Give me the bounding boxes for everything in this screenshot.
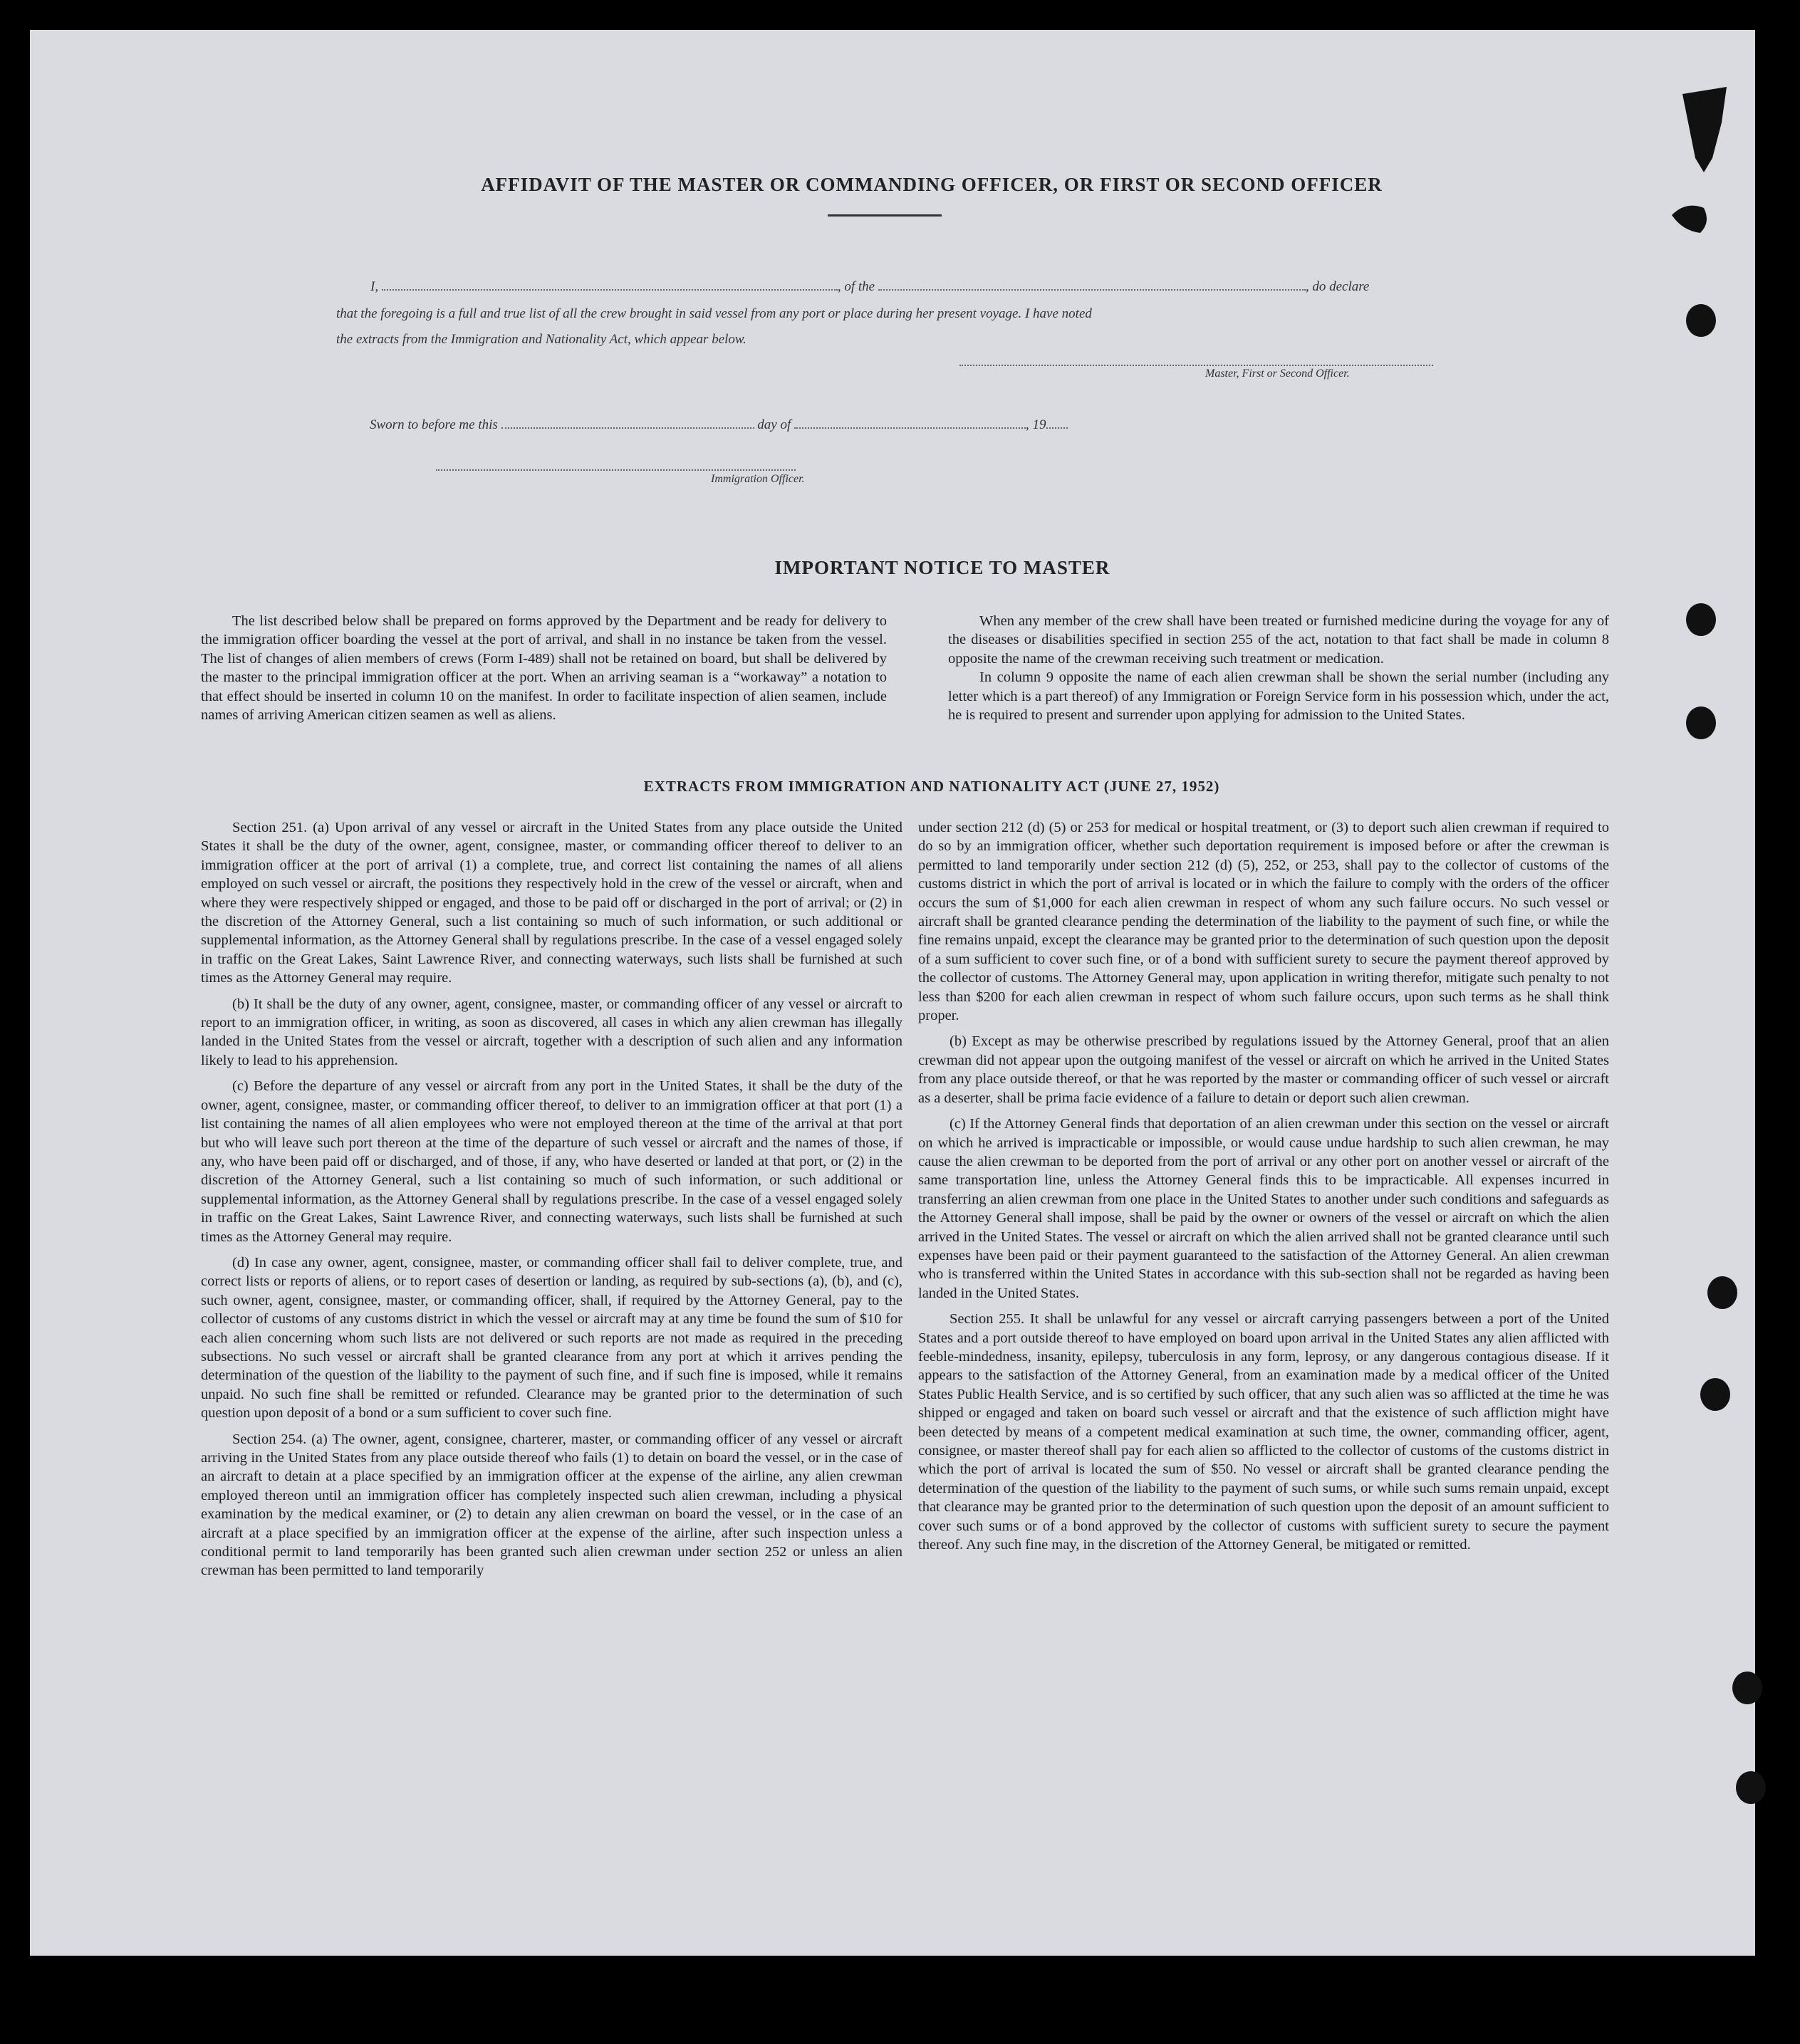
section-254-a-continued: under section 212 (d) (5) or 253 for medical or hospital treatment, or (3) to deport such alien crewman if required to do so by an immigration officer, whether such deportation requirement is imposed before or after the crewman is permitted to land temporarily under section 212 (d) (5), 252, or 253, shall pay to the collector of customs of the customs district in which the port of arrival is located or in which the failure to comply with the orders of the officer occurs the sum of $1,000 for each alien crewman in respect of whom any such failure occurs. No such vessel or aircraft shall be granted clearance pending the determination of the liability to the payment of such fine, or while the fine remains unpaid, except the clearance may be granted prior to the determination of such question upon the deposit of a sum sufficient to cover such fine, or of a bond with sufficient surety to secure the payment thereof approved by the collector of customs. The Attorney General may, upon application in writing therefor, mitigate such penalty to not less than $200 for each alien crewman in respect of whom such failure occurs, upon such terms as he shall think proper. <box>918 820 1609 1024</box>
sworn-label: Sworn to before me this <box>370 417 498 432</box>
i-label: I, <box>370 279 379 294</box>
master-signature-label: Master, First or Second Officer. <box>1205 367 1350 380</box>
punch-hole <box>1686 706 1716 739</box>
do-declare-label: , do declare <box>1305 279 1370 294</box>
section-251-c: (c) Before the departure of any vessel or aircraft from any port in the United States, it shall be the duty of the owner, agent, consignee, master, or commanding officer thereof, to deliver to an immigration officer at that port (1) a list containing the names of all alien employees who were not employed thereon at the time of the arrival at that port but who will leave such port thereon at the time of the departure of such vessel or aircraft and the names of those, if any, who have been paid off or discharged, and of those, if any, who have deserted or landed at that port, or (2) in the discretion of the Attorney General, such a list containing so much of such information, or such additional or supplemental information, as the Attorney General shall by regulations prescribe. In the case of a vessel engaged solely in traffic on the Great Lakes, Saint Lawrence River, and connecting waterways, such lists shall be furnished at such times as the Attorney General may require. <box>201 1078 902 1245</box>
section-255: Section 255. It shall be unlawful for any vessel or aircraft carrying passengers between a port of the United States and a port outside thereof to have employed on board upon arrival in the United States any alien afflicted with feeble-mindedness, insanity, epilepsy, tuberculosis in any form, leprosy, or any dangerous contagious disease. If it appears to the satisfaction of the Attorney General, from an examination made by a medical officer of the United States Public Health Service, and is so certified by such officer, that any such alien was so afflicted at the time he was shipped or engaged and taken on board such vessel or aircraft and that the existence of such affliction might have been detected by means of a competent medical examination at such time, the owner, commanding officer, agent, consignee, or master thereof shall pay for each alien so afflicted to the collector of customs of the customs district in which the port of arrival is located the sum of $50. No vessel or aircraft shall be granted clearance pending the determination of the question of the liability to the payment of such sums, or while such sums remain unpaid, except that clearance may be granted prior to the determination of such question upon the deposit of an amount sufficient to cover such sums or of a bond approved by the collector of customs with sufficient surety to secure the payment thereof. Any such fine may, in the discretion of the Attorney General, be mitigated or remitted. <box>918 1311 1609 1553</box>
affidavit-title: AFFIDAVIT OF THE MASTER OR COMMANDING OFFICER, OR FIRST OR SECOND OFFICER <box>481 174 1383 195</box>
section-254-a: Section 254. (a) The owner, agent, consignee, charterer, master, or commanding officer of any vessel or aircraft arriving in the United States from any place outside thereof who fails (1) to detain on board the vessel, or in the case of an aircraft to detain at a place specified by an immigration officer at the expense of the airline, any alien crewman employed thereon until an immigration officer has completely inspected such alien crewman, including a physical examination by the medical examiner, or (2) to detain any alien crewman on board the vessel, or in the case of an aircraft at a place specified by an immigration officer at the expense of the airline, after such inspection unless a conditional permit to land temporarily has been granted such alien crewman under section 252 or unless an alien crewman has been permitted to land temporarily <box>201 1431 902 1579</box>
punch-hole <box>1732 1672 1762 1704</box>
notice-right-paragraph-1: When any member of the crew shall have been treated or furnished medicine during the voyage for any of the diseases or disabilities specified in section 255 of the act, notation to that fact shall be made in column 8 opposite the name of the crewman receiving such treatment or medication. <box>948 613 1609 667</box>
document-page <box>30 30 1755 1956</box>
notice-left-paragraph: The list described below shall be prepared on forms approved by the Department and be ready for delivery to the immigration officer boarding the vessel at the port of arrival, and shall in no instance be taken from the vessel. The list of changes of alien members of crews (Form I-489) shall not be retained on board, but shall be delivered by the master to the principal immigration officer at the port. When an arriving seaman is a “workaway” a notation to that effect should be inserted in column 10 on the manifest. In order to facilitate inspection of alien seamen, include names of arriving American citizen seamen as well as aliens. <box>201 613 887 724</box>
immigration-officer-label: Immigration Officer. <box>711 473 805 485</box>
notice-title: IMPORTANT NOTICE TO MASTER <box>774 557 1110 578</box>
name-field[interactable] <box>382 289 838 291</box>
title-rule <box>828 214 942 217</box>
sworn-line <box>370 417 1224 433</box>
sworn-year-field[interactable] <box>1046 427 1068 429</box>
master-signature-line[interactable] <box>959 365 1433 366</box>
notice-right-paragraph-2: In column 9 opposite the name of each alien crewman shall be shown the serial number (including any letter which is a part thereof) of any Immigration or Foreign Service form in his possession which, under the act, he is required to present and surrender upon applying for admission to the United States. <box>948 669 1609 724</box>
punch-hole <box>1707 1276 1737 1309</box>
day-of-label: day of <box>757 417 791 432</box>
of-the-label: , of the <box>837 279 875 294</box>
torn-corner-mark <box>1668 80 1739 236</box>
vessel-field[interactable] <box>878 289 1306 291</box>
sworn-day-field[interactable] <box>501 427 754 429</box>
section-254-c: (c) If the Attorney General finds that deportation of an alien crewman under this section on the vessel or aircraft on which he arrived is impracticable or impossible, or would cause undue hardship to such alien crewman, he may cause the alien crewman to be deported from the port of arrival or any other port on another vessel or aircraft of the same transportation line, unless the Attorney General finds this to be impracticable. All expenses incurred in transferring an alien crewman from one place in the United States to another under such conditions and safeguards as the Attorney General shall impose, shall be paid by the owner or owners of the vessel or aircraft on which the alien arrived in the United States. The vessel or aircraft on which the alien arrived shall not be granted clearance until such expenses have been paid or their payment guaranteed to the satisfaction of the Attorney General. An alien crewman who is transferred within the United States in accordance with this sub-section shall not be regarded as having been landed in the United States. <box>918 1116 1609 1301</box>
sworn-month-field[interactable] <box>794 427 1026 429</box>
immigration-officer-signature-line[interactable] <box>436 469 796 471</box>
punch-hole <box>1686 304 1716 337</box>
section-251-d: (d) In case any owner, agent, consignee, master, or commanding officer shall fail to deliver complete, true, and correct lists or reports of aliens, or to report cases of desertion or landing, as required by sub-sections (a), (b), and (c), such owner, agent, consignee, master, or commanding officer, shall, if required by the Attorney General, pay to the collector of customs of any customs district in which the vessel or aircraft may at any time be found the sum of $10 for each alien concerning whom such lists are not delivered or such reports are not made as required in the preceding subsections. No such vessel or aircraft shall be granted clearance from any port at which it arrives pending the determination of the question of the liability to the payment of such fine, and if such fine is imposed, while it remains unpaid. No such fine shall be remitted or refunded. Clearance may be granted prior to the determination of such question upon deposit of a bond or a sum sufficient to cover such fine. <box>201 1254 902 1422</box>
notice-left-column <box>201 612 887 724</box>
extracts-title: EXTRACTS FROM IMMIGRATION AND NATIONALITY ACT (JUNE 27, 1952) <box>643 778 1220 795</box>
notice-right-column <box>948 612 1609 724</box>
declaration-line-2: that the foregoing is a full and true list of all the crew brought in said vessel from any port or place during her present voyage. I have noted <box>336 306 1092 321</box>
year-label: , 19 <box>1026 417 1046 432</box>
section-254-b: (b) Except as may be otherwise prescribed by regulations issued by the Attorney General, proof that an alien crewman did not appear upon the outgoing manifest of the vessel or aircraft on which he arrived in the United States from any place outside thereof, or that he was reported by the master or commanding officer of such vessel or aircraft as a deserter, shall be prima facie evidence of a failure to detain or deport such alien crewman. <box>918 1033 1609 1106</box>
declaration-line-3: the extracts from the Immigration and Nationality Act, which appear below. <box>336 332 746 347</box>
punch-hole <box>1686 603 1716 636</box>
extracts-right-column <box>918 818 1609 1554</box>
section-251-a: Section 251. (a) Upon arrival of any vessel or aircraft in the United States from any place outside the United States it shall be the duty of the owner, agent, consignee, master, or commanding officer thereof to deliver to an immigration officer at the port of arrival (1) a complete, true, and correct list containing the names of all aliens employed on such vessel or aircraft, the positions they respectively hold in the crew of the vessel or aircraft, when and where they were respectively shipped or engaged, and those to be paid off or discharged in the port of arrival; or (2) in the discretion of the Attorney General, such a list containing so much of such information, or such additional or supplemental information, as the Attorney General shall by regulations prescribe. In the case of a vessel engaged solely in traffic on the Great Lakes, Saint Lawrence River, and connecting waterways, such lists shall be furnished at such times as the Attorney General may require. <box>201 820 902 986</box>
punch-hole <box>1700 1378 1730 1411</box>
section-251-b: (b) It shall be the duty of any owner, agent, consignee, master, or commanding officer of any vessel or aircraft to report to an immigration officer, in writing, as soon as discovered, all cases in which any alien crewman has illegally landed in the United States from the vessel or aircraft, together with a description of such alien and any information likely to lead to his apprehension. <box>201 996 902 1068</box>
extracts-left-column <box>201 818 902 1580</box>
declaration-line-1 <box>370 279 1467 295</box>
punch-hole <box>1736 1771 1766 1804</box>
